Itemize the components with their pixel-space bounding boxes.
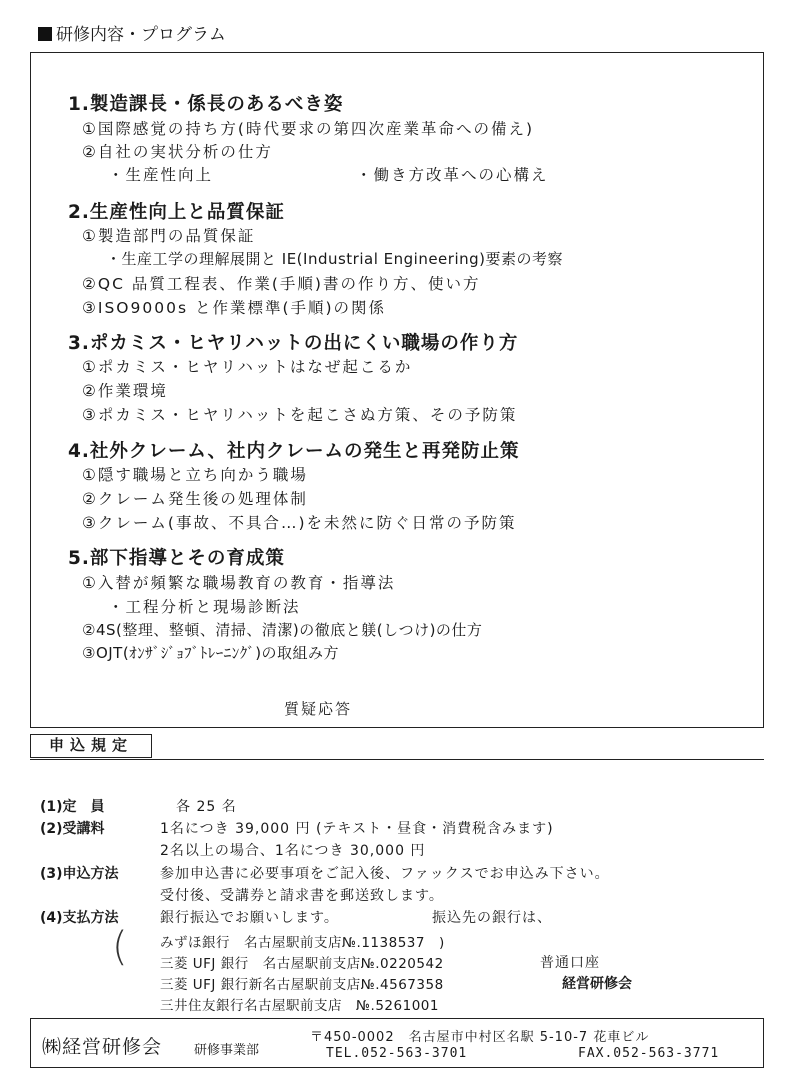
bank-1: みずほ銀行 名古屋駅前支店№.1138537 )	[160, 935, 445, 951]
bank-4: 三井住友銀行名古屋駅前支店 №.5261001	[160, 998, 439, 1014]
capacity-value: 各 25 名	[176, 799, 237, 815]
section-3-title: 3.ポカミス・ヒヤリハットの出にくい職場の作り方	[68, 333, 519, 354]
fax-number: FAX.052-563-3771	[578, 1046, 720, 1061]
program-heading-text: 研修内容・プログラム	[56, 25, 226, 45]
fee-line-1: 1名につき 39,000 円 (テキスト・昼食・消費税含みます)	[160, 821, 554, 837]
department: 研修事業部	[194, 1043, 260, 1058]
section-5-item-4: ③OJT(ｵﾝｻﾞｼﾞｮﾌﾞﾄﾚｰﾆﾝｸﾞ)の取組み方	[82, 644, 340, 662]
program-heading	[38, 20, 226, 45]
section-3-item-2: ②作業環境	[82, 382, 168, 400]
section-5-item-2: ・工程分析と現場診断法	[108, 598, 301, 616]
section-2-item-3: ②QC 品質工程表、作業(手順)書の作り方、使い方	[82, 275, 481, 293]
section-1-sub-left: ・生産性向上	[108, 166, 214, 184]
apply-method-label: (3)申込方法	[40, 866, 119, 882]
fee-label: (2)受講料	[40, 821, 105, 837]
account-name: 経営研修会	[562, 976, 632, 992]
capacity-label: (1)定 員	[40, 799, 105, 815]
section-2-item-4: ③ISO9000s と作業標準(手順)の関係	[82, 299, 387, 317]
section-5-title: 5.部下指導とその育成策	[68, 548, 285, 569]
account-type: 普通口座	[540, 955, 600, 971]
black-square-icon	[38, 27, 52, 41]
apply-method-line-1: 参加申込書に必要事項をご記入後、ファックスでお申込み下さい。	[160, 866, 610, 882]
fee-line-2: 2名以上の場合、1名につき 30,000 円	[160, 843, 426, 859]
payment-line-1: 銀行振込でお願いします。	[160, 910, 339, 926]
section-5-item-3: ②4S(整理、整頓、清掃、清潔)の徹底と躾(しつけ)の仕方	[82, 621, 483, 639]
section-4-item-1: ①隠す職場と立ち向かう職場	[82, 466, 308, 484]
section-3-item-3: ③ポカミス・ヒヤリハットを起こさぬ方策、その予防策	[82, 406, 518, 424]
section-5-item-1: ①入替が頻繁な職場教育の教育・指導法	[82, 574, 396, 592]
section-4-title: 4.社外クレーム、社内クレームの発生と再発防止策	[68, 441, 520, 462]
payment-label: (4)支払方法	[40, 910, 119, 926]
section-1-title: 1.製造課長・係長のあるべき姿	[68, 94, 344, 115]
section-1-item-1: ①国際感覚の持ち方(時代要求の第四次産業革命への備え)	[82, 120, 534, 138]
section-4-item-2: ②クレーム発生後の処理体制	[82, 490, 308, 508]
section-1-sub-right: ・働き方改革への心構え	[356, 166, 549, 184]
section-2-title: 2.生産性向上と品質保証	[68, 202, 285, 223]
tel-number: TEL.052-563-3701	[326, 1046, 468, 1061]
section-2-item-1: ①製造部門の品質保証	[82, 227, 256, 245]
payment-line-2: 振込先の銀行は、	[432, 910, 552, 926]
qa-label: 質疑応答	[284, 700, 353, 718]
section-2-item-2: ・生産工学の理解展開と IE(Industrial Engineering)要素の考察	[106, 250, 563, 268]
bank-2: 三菱 UFJ 銀行 名古屋駅前支店№.0220542	[160, 956, 444, 972]
company-name: ㈱経営研修会	[42, 1036, 163, 1058]
address: 〒450-0002 名古屋市中村区名駅 5-10-7 花車ビル	[310, 1030, 650, 1045]
section-4-item-3: ③クレーム(事故、不具合…)を未然に防ぐ日常の予防策	[82, 514, 517, 532]
bank-3: 三菱 UFJ 銀行新名古屋駅前支店№.4567358	[160, 977, 444, 993]
apply-method-line-2: 受付後、受講券と請求書を郵送致します。	[160, 888, 444, 904]
application-heading: 申込規定	[30, 734, 152, 758]
section-1-item-2: ②自社の実状分析の仕方	[82, 143, 273, 161]
section-3-item-1: ①ポカミス・ヒヤリハットはなぜ起こるか	[82, 358, 413, 376]
application-divider	[30, 759, 764, 760]
open-paren: (	[112, 924, 128, 970]
